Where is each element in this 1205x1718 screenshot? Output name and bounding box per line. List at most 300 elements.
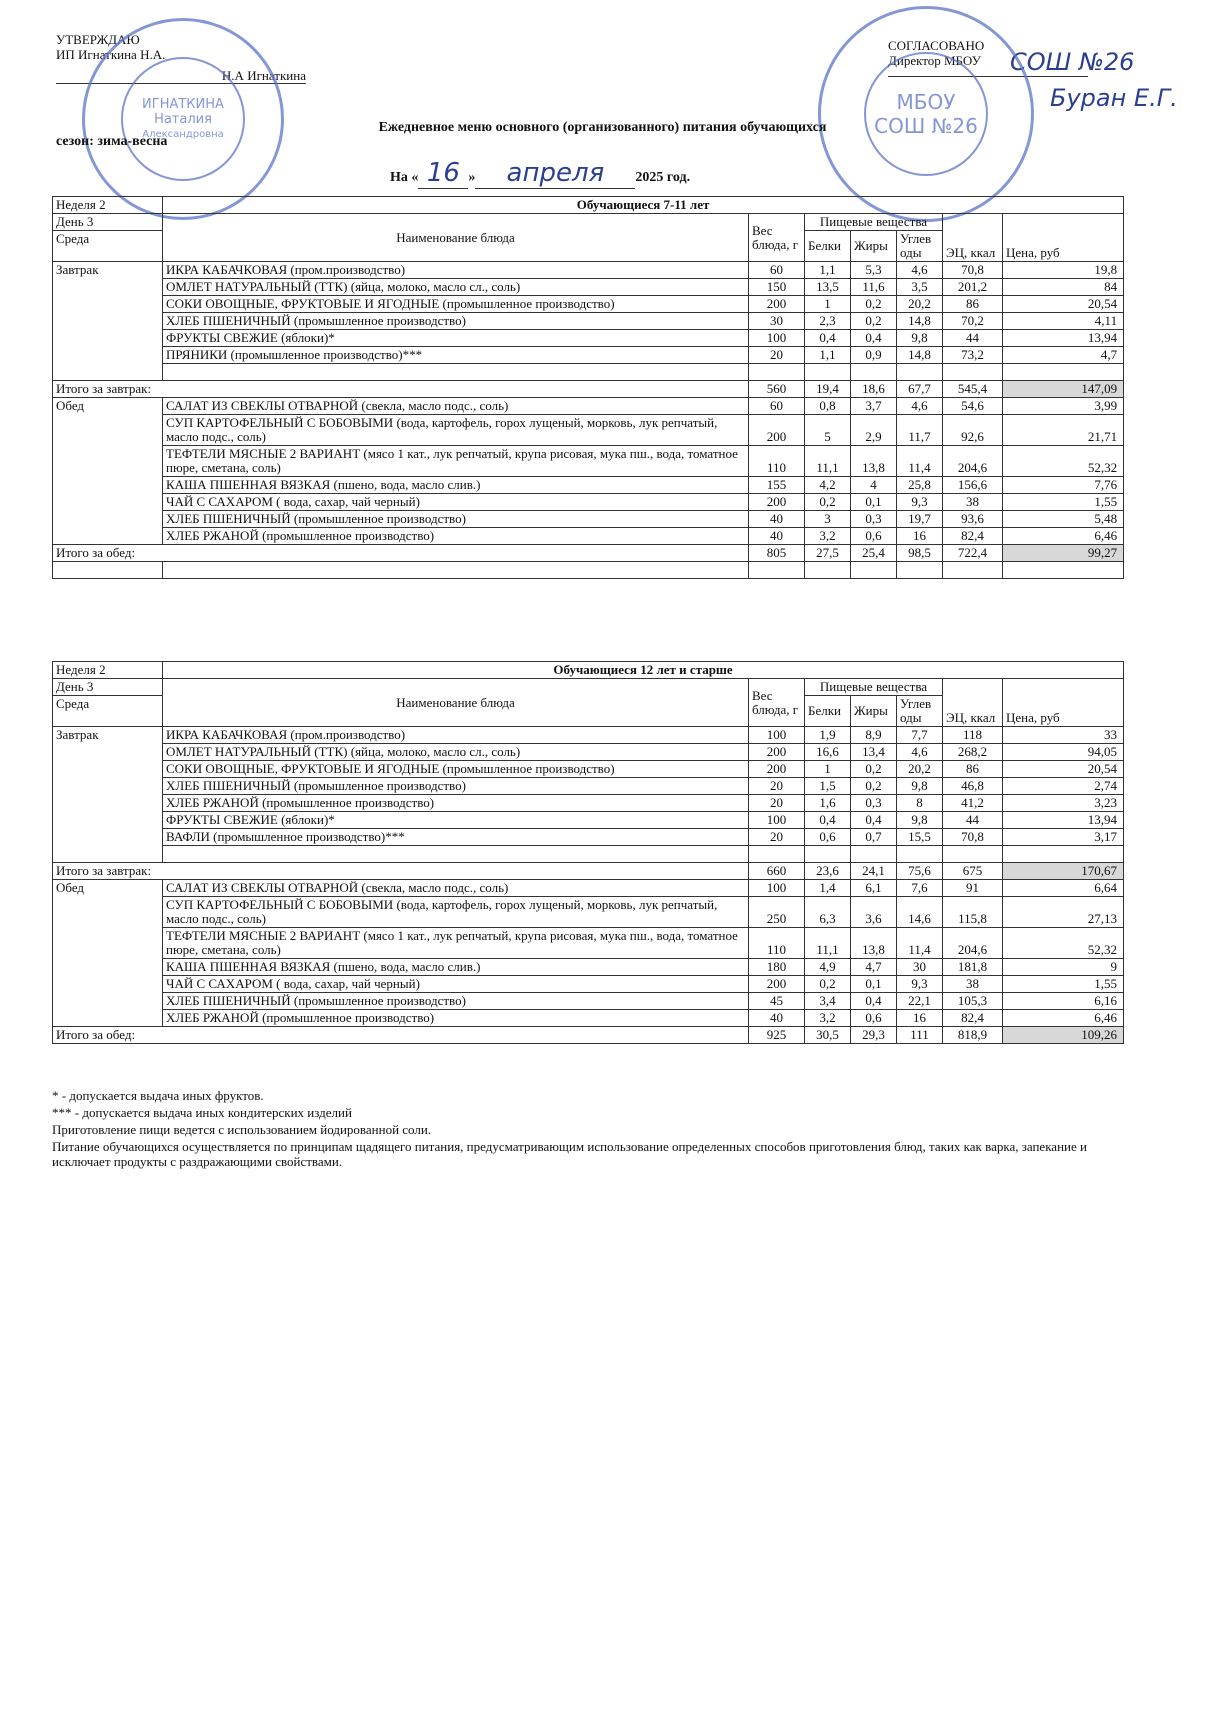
dish-name: ФРУКТЫ СВЕЖИЕ (яблоки)* (163, 812, 749, 829)
dish-carb: 9,8 (897, 812, 943, 829)
stamp-right (818, 6, 1034, 222)
table-row (53, 446, 1124, 477)
dish-protein: 3,4 (805, 993, 851, 1010)
header-row-week (53, 197, 1124, 214)
dish-name: СОКИ ОВОЩНЫЕ, ФРУКТОВЫЕ И ЯГОДНЫЕ (промышленное производство) (163, 761, 749, 778)
dish-price: 4,7 (1003, 347, 1124, 364)
dish-name: ТЕФТЕЛИ МЯСНЫЕ 2 ВАРИАНТ (мясо 1 кат., лук репчатый, крупа рисовая, мука пш., вода, томатное пюре, сметана, соль) (163, 928, 749, 959)
empty-cell (749, 562, 805, 579)
dish-energy: 156,6 (943, 477, 1003, 494)
dish-energy: 70,8 (943, 829, 1003, 846)
dish-carb: 9,3 (897, 494, 943, 511)
total-price: 99,27 (1003, 545, 1124, 562)
col-price-header: Цена, руб (1003, 679, 1124, 727)
section-spacer-row (53, 562, 1124, 579)
dish-fat: 5,3 (851, 262, 897, 279)
dish-name: СУП КАРТОФЕЛЬНЫЙ С БОБОВЫМИ (вода, картофель, горох лущеный, морковь, лук репчатый, масло подс., соль) (163, 897, 749, 928)
dish-carb: 3,5 (897, 279, 943, 296)
total-row (53, 545, 1124, 562)
dish-fat: 0,2 (851, 296, 897, 313)
dish-carb: 15,5 (897, 829, 943, 846)
dish-fat: 0,3 (851, 511, 897, 528)
total-energy: 818,9 (943, 1027, 1003, 1044)
dish-carb: 4,6 (897, 398, 943, 415)
empty-cell (851, 364, 897, 381)
dish-fat: 4 (851, 477, 897, 494)
dish-weight: 155 (749, 477, 805, 494)
dish-weight: 110 (749, 446, 805, 477)
dish-name: ОМЛЕТ НАТУРАЛЬНЫЙ (ТТК) (яйца, молоко, масло сл., соль) (163, 279, 749, 296)
table-row (53, 778, 1124, 795)
dish-price: 6,46 (1003, 1010, 1124, 1027)
approve-org: ИП Игнаткина Н.А. (56, 47, 166, 62)
dish-protein: 1,1 (805, 262, 851, 279)
dish-protein: 1,6 (805, 795, 851, 812)
stamp-right-line2: СОШ №26 (874, 114, 978, 138)
dish-carb: 11,4 (897, 928, 943, 959)
dish-protein: 13,5 (805, 279, 851, 296)
empty-cell (943, 562, 1003, 579)
weekday-label: Среда (53, 231, 163, 262)
dish-fat: 0,4 (851, 330, 897, 347)
dish-fat: 8,9 (851, 727, 897, 744)
dish-energy: 204,6 (943, 928, 1003, 959)
dish-energy: 93,6 (943, 511, 1003, 528)
total-weight: 805 (749, 545, 805, 562)
dish-carb: 4,6 (897, 744, 943, 761)
dish-carb: 7,7 (897, 727, 943, 744)
dish-protein: 1,9 (805, 727, 851, 744)
meal-label: Обед (53, 398, 163, 545)
col-price-header: Цена, руб (1003, 214, 1124, 262)
dish-weight: 40 (749, 528, 805, 545)
dish-protein: 2,3 (805, 313, 851, 330)
dish-price: 21,71 (1003, 415, 1124, 446)
empty-cell (53, 562, 163, 579)
dish-weight: 60 (749, 262, 805, 279)
dish-name: ХЛЕБ РЖАНОЙ (промышленное производство) (163, 528, 749, 545)
dish-fat: 0,1 (851, 494, 897, 511)
total-protein: 27,5 (805, 545, 851, 562)
dish-protein: 1,4 (805, 880, 851, 897)
total-carb: 75,6 (897, 863, 943, 880)
empty-cell (805, 562, 851, 579)
dish-energy: 181,8 (943, 959, 1003, 976)
dish-weight: 20 (749, 829, 805, 846)
dish-energy: 201,2 (943, 279, 1003, 296)
dish-fat: 3,6 (851, 897, 897, 928)
menu-table-2 (52, 661, 1124, 1044)
dish-protein: 3,2 (805, 1010, 851, 1027)
dish-name: ОМЛЕТ НАТУРАЛЬНЫЙ (ТТК) (яйца, молоко, масло сл., соль) (163, 744, 749, 761)
dish-weight: 100 (749, 330, 805, 347)
dish-carb: 11,7 (897, 415, 943, 446)
dish-price: 3,99 (1003, 398, 1124, 415)
header-row-day (53, 679, 1124, 696)
table-row (53, 812, 1124, 829)
dish-name: ПРЯНИКИ (промышленное производство)*** (163, 347, 749, 364)
dish-protein: 0,8 (805, 398, 851, 415)
dish-weight: 200 (749, 976, 805, 993)
total-fat: 18,6 (851, 381, 897, 398)
dish-weight: 180 (749, 959, 805, 976)
col-weight-header: Вес блюда, г (749, 679, 805, 727)
group-label: Обучающиеся 7-11 лет (163, 197, 1124, 214)
total-label: Итого за обед: (53, 1027, 749, 1044)
dish-fat: 13,8 (851, 446, 897, 477)
table-row (53, 761, 1124, 778)
table-row (53, 330, 1124, 347)
dish-price: 27,13 (1003, 897, 1124, 928)
dish-fat: 0,4 (851, 993, 897, 1010)
dish-carb: 14,8 (897, 347, 943, 364)
table-row (53, 279, 1124, 296)
date-mid: » (468, 170, 476, 185)
dish-price: 5,48 (1003, 511, 1124, 528)
dish-carb: 8 (897, 795, 943, 812)
total-weight: 660 (749, 863, 805, 880)
table-row (53, 511, 1124, 528)
dish-energy: 38 (943, 494, 1003, 511)
dish-carb: 22,1 (897, 993, 943, 1010)
empty-cell (805, 364, 851, 381)
dish-fat: 11,6 (851, 279, 897, 296)
empty-cell (1003, 846, 1124, 863)
dish-weight: 150 (749, 279, 805, 296)
dish-fat: 3,7 (851, 398, 897, 415)
dish-weight: 250 (749, 897, 805, 928)
total-carb: 111 (897, 1027, 943, 1044)
dish-weight: 20 (749, 795, 805, 812)
total-price: 109,26 (1003, 1027, 1124, 1044)
dish-energy: 115,8 (943, 897, 1003, 928)
empty-cell (749, 846, 805, 863)
dish-name: ТЕФТЕЛИ МЯСНЫЕ 2 ВАРИАНТ (мясо 1 кат., лук репчатый, крупа рисовая, мука пш., вода, томатное пюре, сметана, соль) (163, 446, 749, 477)
dish-weight: 20 (749, 347, 805, 364)
note-sweets: *** - допускается выдача иных кондитерских изделий (52, 1105, 352, 1120)
dish-price: 4,11 (1003, 313, 1124, 330)
dish-price: 6,64 (1003, 880, 1124, 897)
table-row (53, 976, 1124, 993)
week-label: Неделя 2 (53, 197, 163, 214)
dish-energy: 86 (943, 761, 1003, 778)
empty-cell (943, 846, 1003, 863)
empty-cell (163, 364, 749, 381)
dish-name: ЧАЙ С САХАРОМ ( вода, сахар, чай черный) (163, 494, 749, 511)
total-row (53, 381, 1124, 398)
header-row-day (53, 214, 1124, 231)
dish-energy: 44 (943, 330, 1003, 347)
col-protein-header: Белки (805, 696, 851, 727)
dish-fat: 0,3 (851, 795, 897, 812)
dish-energy: 38 (943, 976, 1003, 993)
col-energy-header: ЭЦ, ккал (943, 214, 1003, 262)
group-label: Обучающиеся 12 лет и старше (163, 662, 1124, 679)
empty-cell (1003, 562, 1124, 579)
dish-energy: 92,6 (943, 415, 1003, 446)
dish-weight: 100 (749, 880, 805, 897)
dish-name: СУП КАРТОФЕЛЬНЫЙ С БОБОВЫМИ (вода, картофель, горох лущеный, морковь, лук репчатый, масло подс., соль) (163, 415, 749, 446)
dish-weight: 30 (749, 313, 805, 330)
dish-protein: 1,5 (805, 778, 851, 795)
dish-protein: 11,1 (805, 446, 851, 477)
empty-cell (851, 562, 897, 579)
table-row (53, 262, 1124, 279)
total-carb: 67,7 (897, 381, 943, 398)
dish-price: 52,32 (1003, 928, 1124, 959)
dish-energy: 204,6 (943, 446, 1003, 477)
menu-table-1 (52, 196, 1124, 579)
table-row (53, 347, 1124, 364)
total-energy: 545,4 (943, 381, 1003, 398)
total-price: 170,67 (1003, 863, 1124, 880)
dish-protein: 0,4 (805, 330, 851, 347)
table-row (53, 1010, 1124, 1027)
dish-name: ХЛЕБ ПШЕНИЧНЫЙ (промышленное производство) (163, 313, 749, 330)
dish-weight: 110 (749, 928, 805, 959)
dish-protein: 1,1 (805, 347, 851, 364)
dish-name: ХЛЕБ ПШЕНИЧНЫЙ (промышленное производство) (163, 511, 749, 528)
note-diet: Питание обучающихся осуществляется по принципам щадящего питания, предусматривающим использование определенных способов приготовления блюд, таких как варка, запекание и исключает продукты с раздражающими свойствами. (52, 1139, 1087, 1169)
weekday-label: Среда (53, 696, 163, 727)
col-name-header: Наименование блюда (163, 679, 749, 727)
total-price: 147,09 (1003, 381, 1124, 398)
total-carb: 98,5 (897, 545, 943, 562)
dish-protein: 11,1 (805, 928, 851, 959)
dish-carb: 14,8 (897, 313, 943, 330)
dish-energy: 82,4 (943, 1010, 1003, 1027)
col-fat-header: Жиры (851, 696, 897, 727)
meal-label: Обед (53, 880, 163, 1027)
dish-energy: 118 (943, 727, 1003, 744)
col-weight-header: Вес блюда, г (749, 214, 805, 262)
date-prefix: На « (390, 170, 419, 185)
dish-price: 13,94 (1003, 812, 1124, 829)
dish-price: 1,55 (1003, 494, 1124, 511)
table-row (53, 313, 1124, 330)
dish-price: 84 (1003, 279, 1124, 296)
dish-weight: 100 (749, 727, 805, 744)
total-fat: 29,3 (851, 1027, 897, 1044)
dish-energy: 73,2 (943, 347, 1003, 364)
table-row (53, 398, 1124, 415)
table-row (53, 897, 1124, 928)
agree-signature: Буран Е.Г. (1050, 84, 1178, 112)
total-weight: 925 (749, 1027, 805, 1044)
table-row (53, 829, 1124, 846)
dish-energy: 91 (943, 880, 1003, 897)
dish-price: 3,17 (1003, 829, 1124, 846)
dish-fat: 0,9 (851, 347, 897, 364)
dish-energy: 268,2 (943, 744, 1003, 761)
dish-weight: 200 (749, 744, 805, 761)
date-day: 16 (426, 158, 460, 188)
dish-fat: 0,1 (851, 976, 897, 993)
dish-protein: 3,2 (805, 528, 851, 545)
dish-fat: 2,9 (851, 415, 897, 446)
date-suffix: 2025 год. (635, 170, 691, 185)
dish-carb: 16 (897, 1010, 943, 1027)
dish-weight: 200 (749, 761, 805, 778)
dish-price: 20,54 (1003, 761, 1124, 778)
dish-fat: 0,2 (851, 778, 897, 795)
table-row (53, 296, 1124, 313)
dish-weight: 20 (749, 778, 805, 795)
total-row (53, 1027, 1124, 1044)
dish-fat: 0,2 (851, 313, 897, 330)
table-row (53, 744, 1124, 761)
table-row (53, 993, 1124, 1010)
table-row (53, 477, 1124, 494)
dish-carb: 11,4 (897, 446, 943, 477)
dish-energy: 86 (943, 296, 1003, 313)
dish-fat: 0,4 (851, 812, 897, 829)
stamp-left (82, 18, 284, 220)
total-energy: 722,4 (943, 545, 1003, 562)
dish-weight: 60 (749, 398, 805, 415)
table-row (53, 959, 1124, 976)
col-protein-header: Белки (805, 231, 851, 262)
dish-carb: 20,2 (897, 761, 943, 778)
total-protein: 19,4 (805, 381, 851, 398)
dish-carb: 30 (897, 959, 943, 976)
empty-cell (163, 562, 749, 579)
col-nutrients-header: Пищевые вещества (805, 679, 943, 696)
dish-carb: 14,6 (897, 897, 943, 928)
total-fat: 24,1 (851, 863, 897, 880)
empty-cell (1003, 364, 1124, 381)
dish-carb: 9,8 (897, 330, 943, 347)
doc-title: Ежедневное меню основного (организованного) питания обучающихся (378, 120, 827, 135)
col-name-header: Наименование блюда (163, 214, 749, 262)
col-nutrients-header: Пищевые вещества (805, 214, 943, 231)
dish-protein: 4,2 (805, 477, 851, 494)
stamp-left-line3: Александровна (142, 128, 224, 140)
empty-cell (749, 364, 805, 381)
approve-title: УТВЕРЖДАЮ (56, 32, 140, 47)
col-carb-header: Углев оды (897, 231, 943, 262)
dish-energy: 46,8 (943, 778, 1003, 795)
dish-price: 3,23 (1003, 795, 1124, 812)
stamp-left-line2: Наталия (154, 111, 212, 127)
dish-carb: 9,3 (897, 976, 943, 993)
stamp-left-line1: ИГНАТКИНА (142, 96, 224, 112)
dish-name: СОКИ ОВОЩНЫЕ, ФРУКТОВЫЕ И ЯГОДНЫЕ (промышленное производство) (163, 296, 749, 313)
date-month-field (475, 158, 635, 189)
dish-name: ВАФЛИ (промышленное производство)*** (163, 829, 749, 846)
date-month: апреля (506, 158, 605, 188)
date-day-field (418, 158, 468, 189)
table-row (53, 727, 1124, 744)
dish-name: ХЛЕБ РЖАНОЙ (промышленное производство) (163, 795, 749, 812)
dish-carb: 16 (897, 528, 943, 545)
dish-fat: 0,6 (851, 1010, 897, 1027)
dish-protein: 0,2 (805, 494, 851, 511)
dish-weight: 100 (749, 812, 805, 829)
dish-carb: 9,8 (897, 778, 943, 795)
dish-carb: 7,6 (897, 880, 943, 897)
dish-protein: 4,9 (805, 959, 851, 976)
dish-name: КАША ПШЕННАЯ ВЯЗКАЯ (пшено, вода, масло слив.) (163, 477, 749, 494)
table-row (53, 880, 1124, 897)
table-row (53, 494, 1124, 511)
dish-name: ХЛЕБ ПШЕНИЧНЫЙ (промышленное производство) (163, 778, 749, 795)
day-label: День 3 (53, 679, 163, 696)
dish-energy: 54,6 (943, 398, 1003, 415)
dish-name: САЛАТ ИЗ СВЕКЛЫ ОТВАРНОЙ (свекла, масло подс., соль) (163, 398, 749, 415)
spacer-row (53, 364, 1124, 381)
total-row (53, 863, 1124, 880)
approve-sign: Н.А Игнаткина (221, 68, 306, 83)
dish-price: 6,46 (1003, 528, 1124, 545)
dish-name: КАША ПШЕННАЯ ВЯЗКАЯ (пшено, вода, масло слив.) (163, 959, 749, 976)
dish-protein: 3 (805, 511, 851, 528)
col-carb-header: Углев оды (897, 696, 943, 727)
dish-price: 94,05 (1003, 744, 1124, 761)
dish-energy: 82,4 (943, 528, 1003, 545)
total-weight: 560 (749, 381, 805, 398)
dish-price: 13,94 (1003, 330, 1124, 347)
dish-weight: 200 (749, 296, 805, 313)
dish-fat: 13,8 (851, 928, 897, 959)
dish-price: 20,54 (1003, 296, 1124, 313)
empty-cell (851, 846, 897, 863)
dish-energy: 41,2 (943, 795, 1003, 812)
table-row (53, 795, 1124, 812)
dish-protein: 6,3 (805, 897, 851, 928)
dish-protein: 1 (805, 296, 851, 313)
day-label: День 3 (53, 214, 163, 231)
dish-price: 1,55 (1003, 976, 1124, 993)
dish-name: САЛАТ ИЗ СВЕКЛЫ ОТВАРНОЙ (свекла, масло подс., соль) (163, 880, 749, 897)
note-fruits: * - допускается выдача иных фруктов. (52, 1088, 264, 1103)
dish-protein: 5 (805, 415, 851, 446)
dish-protein: 16,6 (805, 744, 851, 761)
dish-energy: 44 (943, 812, 1003, 829)
agree-role: Директор МБОУ (888, 53, 981, 68)
empty-cell (897, 846, 943, 863)
dish-price: 2,74 (1003, 778, 1124, 795)
date-line (390, 158, 690, 189)
dish-weight: 40 (749, 1010, 805, 1027)
dish-fat: 4,7 (851, 959, 897, 976)
dish-protein: 0,2 (805, 976, 851, 993)
dish-fat: 0,6 (851, 528, 897, 545)
dish-name: ФРУКТЫ СВЕЖИЕ (яблоки)* (163, 330, 749, 347)
dish-protein: 0,4 (805, 812, 851, 829)
dish-price: 33 (1003, 727, 1124, 744)
dish-fat: 0,7 (851, 829, 897, 846)
dish-carb: 4,6 (897, 262, 943, 279)
total-protein: 23,6 (805, 863, 851, 880)
dish-carb: 25,8 (897, 477, 943, 494)
meal-label: Завтрак (53, 727, 163, 863)
notes (52, 1088, 1132, 1171)
dish-protein: 1 (805, 761, 851, 778)
dish-energy: 70,8 (943, 262, 1003, 279)
empty-cell (943, 364, 1003, 381)
table-row (53, 415, 1124, 446)
dish-name: ХЛЕБ ПШЕНИЧНЫЙ (промышленное производство) (163, 993, 749, 1010)
total-fat: 25,4 (851, 545, 897, 562)
dish-weight: 45 (749, 993, 805, 1010)
dish-fat: 0,2 (851, 761, 897, 778)
spacer-row (53, 846, 1124, 863)
dish-name: ИКРА КАБАЧКОВАЯ (пром.производство) (163, 727, 749, 744)
season: сезон: зима-весна (56, 134, 168, 149)
agree-hand: СОШ №26 (1010, 48, 1135, 76)
dish-price: 6,16 (1003, 993, 1124, 1010)
